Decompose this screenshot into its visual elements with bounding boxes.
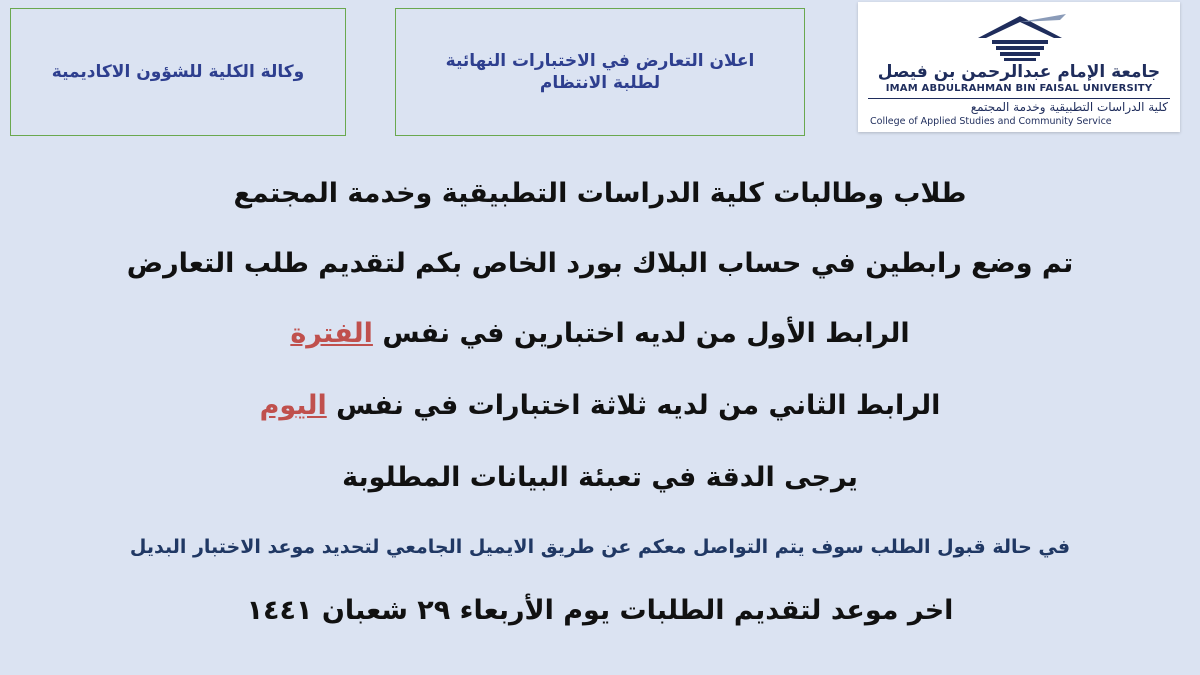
second-link-line (0, 390, 1200, 421)
university-logo (858, 2, 1180, 132)
college-name-english: College of Applied Studies and Community Service (870, 116, 1112, 127)
first-link-line (0, 318, 1200, 349)
academic-affairs-label: وكالة الكلية للشؤون الاكاديمية (51, 62, 305, 82)
second-link-highlight: اليوم (259, 390, 327, 421)
academic-affairs-box (10, 8, 346, 136)
university-name-arabic: جامعة الإمام عبدالرحمن بن فيصل (877, 62, 1161, 82)
announcement-title-line1: اعلان التعارض في الاختبارات النهائية (445, 51, 755, 71)
second-link-text: الرابط الثاني من لديه ثلاثة اختبارات في نفس (326, 390, 941, 421)
college-name-arabic: كلية الدراسات التطبيقية وخدمة المجتمع (970, 100, 1168, 114)
announcement-title-line2: لطلبة الانتظام (539, 73, 661, 93)
first-link-text: الرابط الأول من لديه اختبارين في نفس (372, 318, 910, 349)
logo-divider (868, 98, 1170, 99)
university-emblem-icon (970, 10, 1070, 62)
announcement-title-box (395, 8, 805, 136)
accuracy-line: يرجى الدقة في تعبئة البيانات المطلوبة (342, 462, 858, 493)
audience-line: طلاب وطالبات كلية الدراسات التطبيقية وخدمة المجتمع (233, 178, 967, 209)
acceptance-line: في حالة قبول الطلب سوف يتم التواصل معكم عن طريق الايميل الجامعي لتحديد موعد الاختبار البديل (129, 536, 1071, 558)
deadline-line: اخر موعد لتقديم الطلبات يوم الأربعاء ٢٩ شعبان ١٤٤١ (246, 595, 954, 626)
university-name-english: IMAM ABDULRAHMAN BIN FAISAL UNIVERSITY (885, 83, 1153, 94)
links-info-line: تم وضع رابطين في حساب البلاك بورد الخاص بكم لتقديم طلب التعارض (126, 248, 1074, 279)
first-link-highlight: الفترة (290, 318, 373, 349)
